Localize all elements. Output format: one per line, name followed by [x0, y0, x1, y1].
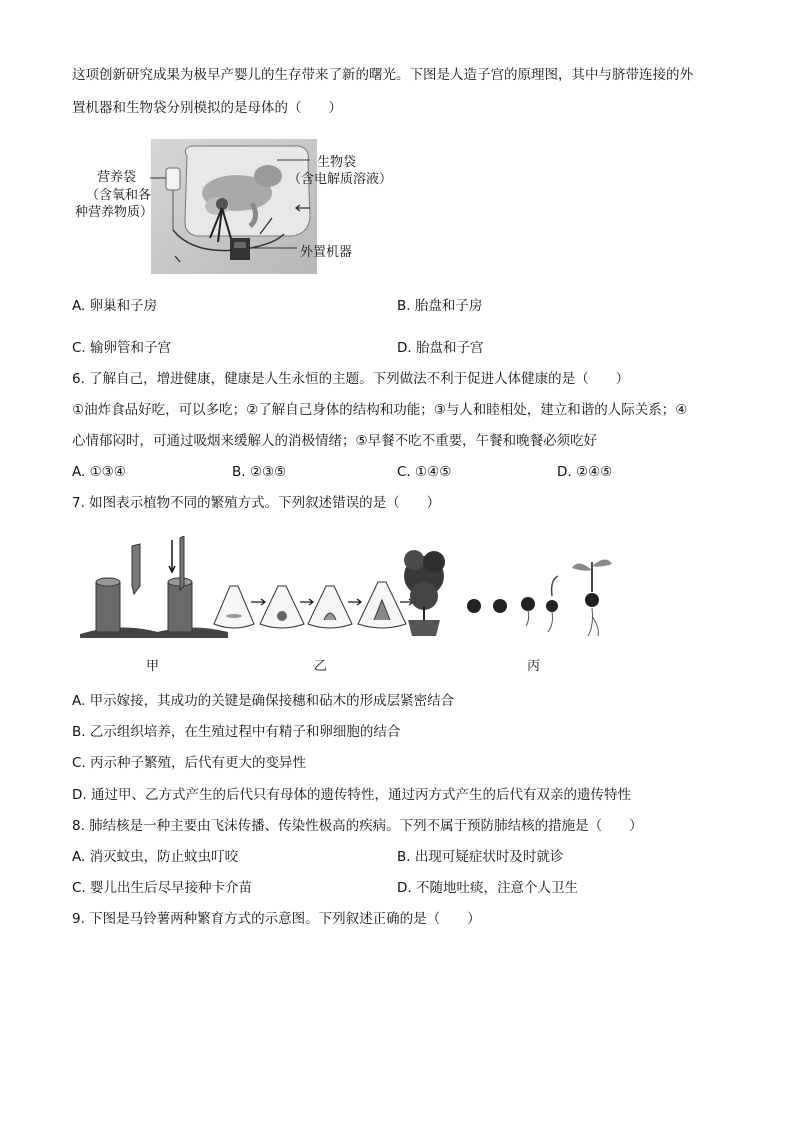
q7-option-a: A. 甲示嫁接，其成功的关键是确保接穗和砧木的形成层紧密结合: [72, 693, 455, 709]
nutrient-bag-label-3: 种营养物质）: [75, 205, 154, 220]
q8-option-d: D. 不随地吐痰，注意个人卫生: [397, 880, 578, 896]
q6-option-d: D. ②④⑤: [557, 464, 613, 480]
q8-option-c: C. 婴儿出生后尽早接种卡介苗: [72, 880, 253, 896]
q5-option-a: A. 卵巢和子房: [72, 298, 158, 314]
figure-label-jia: 甲: [146, 659, 160, 674]
q7-stem: 7. 如图表示植物不同的繁殖方式。下列叙述错误的是（ ）: [72, 495, 441, 511]
q7-option-d: D. 通过甲、乙方式产生的后代只有母体的遗传特性，通过丙方式产生的后代有双亲的遗传特性: [72, 787, 631, 803]
bio-bag-label: 生物袋: [317, 155, 357, 170]
plant-propagation-figure: [78, 536, 618, 646]
q7-option-c: C. 丙示种子繁殖，后代有更大的变异性: [72, 755, 307, 771]
q6-body-line-1: ①油炸食品好吃，可以多吃；②了解自己身体的结构和功能；③与人和睦相处，建立和谐的人际关系；④: [72, 402, 688, 418]
q8-option-a: A. 消灭蚊虫，防止蚊虫叮咬: [72, 849, 239, 865]
q7-option-b: B. 乙示组织培养，在生殖过程中有精子和卵细胞的结合: [72, 724, 401, 740]
q6-body-line-2: 心情郁闷时，可通过吸烟来缓解人的消极情绪；⑤早餐不吃不重要，午餐和晚餐必须吃好: [72, 433, 598, 449]
bio-bag-label-2: （含电解质溶液）: [288, 172, 393, 187]
q5-option-d: D. 胎盘和子宫: [397, 340, 484, 356]
q8-stem: 8. 肺结核是一种主要由飞沫传播、传染性极高的疾病。下列不属于预防肺结核的措施是（ ）: [72, 818, 643, 834]
q6-option-c: C. ①④⑤: [397, 464, 452, 480]
q5-option-b: B. 胎盘和子房: [397, 298, 483, 314]
q5-option-c: C. 输卵管和子宫: [72, 340, 172, 356]
q9-stem: 9. 下图是马铃薯两种繁育方式的示意图。下列叙述正确的是（ ）: [72, 911, 481, 927]
q6-option-b: B. ②③⑤: [232, 464, 287, 480]
figure-label-yi: 乙: [314, 659, 328, 674]
q6-stem: 6. 了解自己，增进健康，健康是人生永恒的主题。下列做法不利于促进人体健康的是（ ）: [72, 371, 630, 387]
q6-option-a: A. ①③④: [72, 464, 126, 480]
plant-propagation-illustration: [78, 536, 618, 646]
intro-line-1: 这项创新研究成果为极早产婴儿的生存带来了新的曙光。下图是人造子宫的原理图，其中与脐带连接的外: [72, 67, 693, 83]
external-machine-label: 外置机器: [300, 245, 353, 260]
nutrient-bag-label: 营养袋: [97, 170, 137, 185]
figure-label-bing: 丙: [527, 659, 541, 674]
q8-option-b: B. 出现可疑症状时及时就诊: [397, 849, 564, 865]
nutrient-bag-label-2: （含氧和各: [86, 188, 152, 203]
intro-line-2: 置机器和生物袋分别模拟的是母体的（ ）: [72, 100, 342, 116]
